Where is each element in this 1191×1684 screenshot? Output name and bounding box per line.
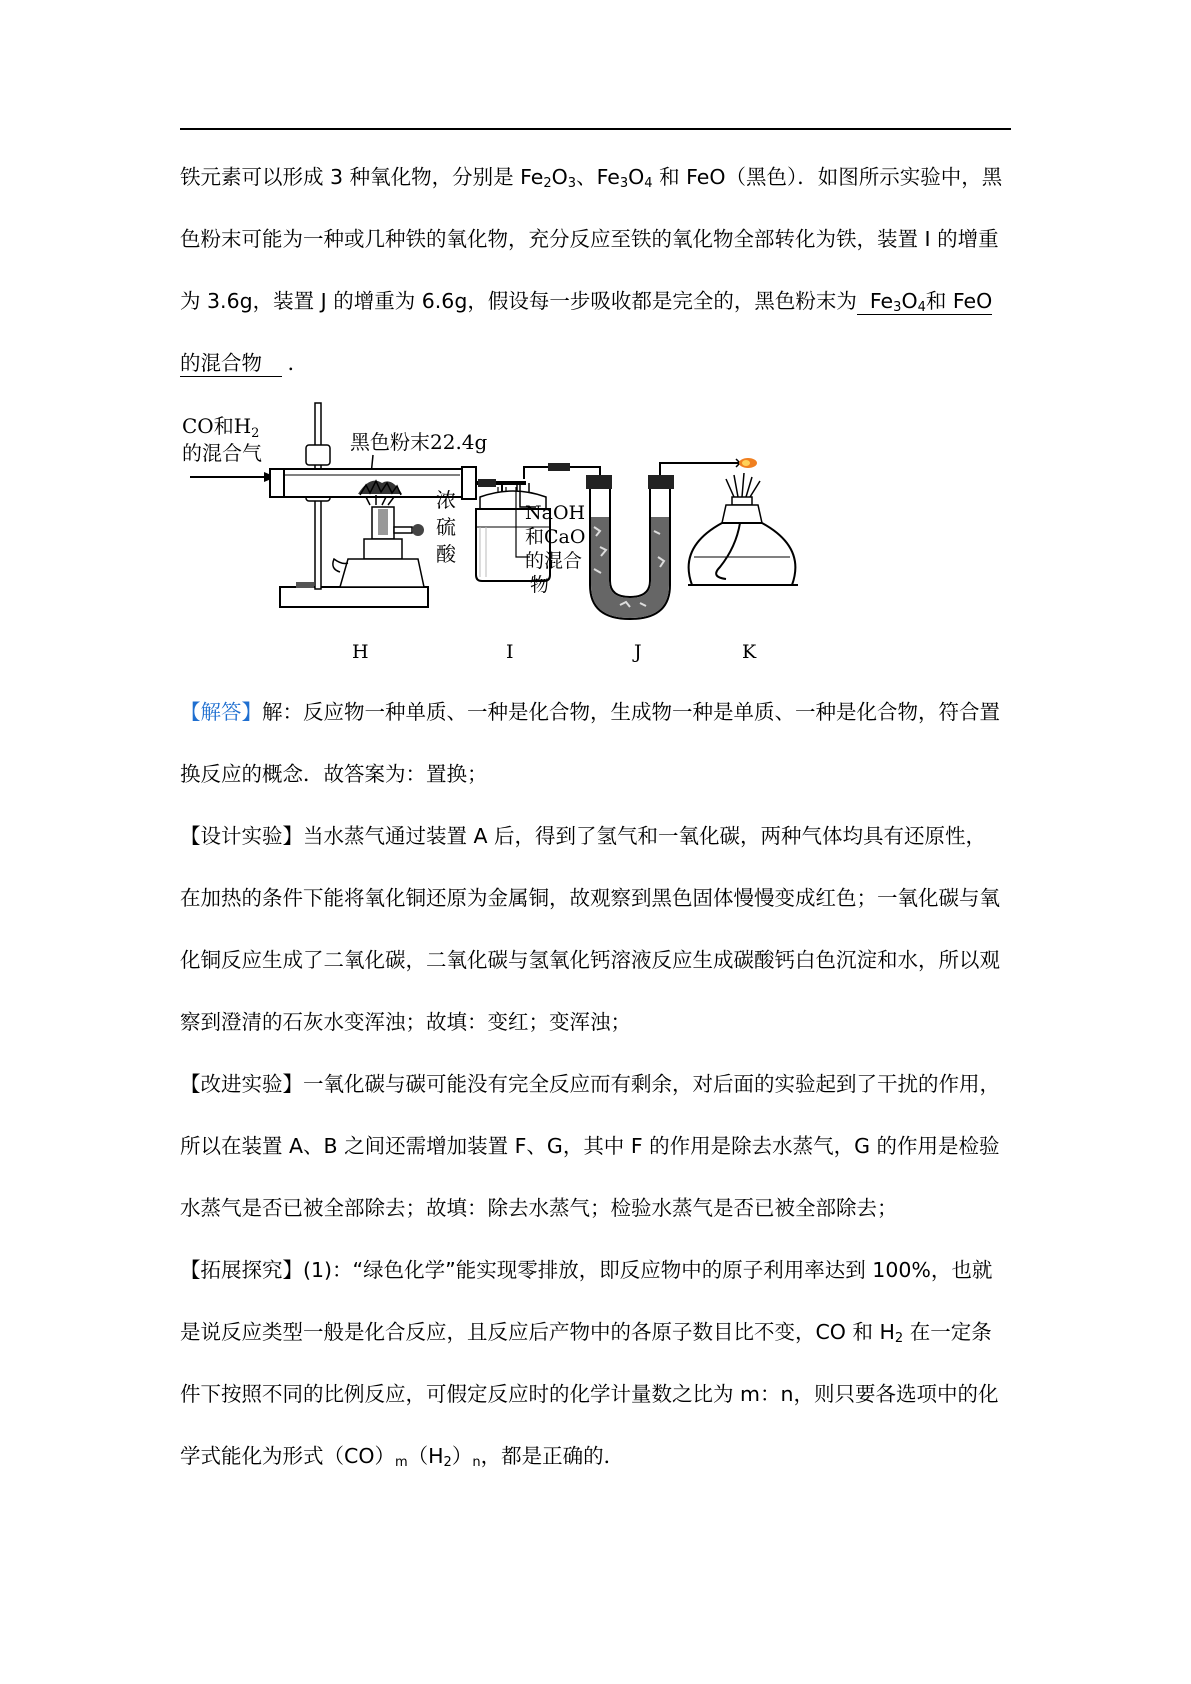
subscript: 2	[443, 1455, 452, 1470]
apparatus-diagram	[180, 397, 820, 679]
label-j: J	[634, 641, 642, 663]
text: 学式能化为形式（CO）	[180, 1444, 395, 1468]
text: O	[901, 289, 918, 313]
subscript: 4	[644, 176, 653, 191]
apparatus-j	[586, 475, 674, 619]
powder-label: 黑色粉末22.4g	[350, 430, 488, 454]
answer-line-12: 件下按照不同的比例反应，可假定反应时的化学计量数之比为 m：n，则只要各选项中的化	[180, 1382, 999, 1406]
text: ，都是正确的．	[480, 1444, 625, 1468]
label-i: I	[506, 641, 514, 663]
subscript: 4	[917, 300, 926, 315]
text: 是说反应类型一般是化合反应，且反应后产物中的各原子数目比不变，CO 和 H	[180, 1320, 895, 1344]
answer-line-13	[180, 1425, 1020, 1487]
label-k: K	[742, 641, 757, 663]
filled-answer	[857, 289, 992, 315]
subscript: 2	[543, 176, 552, 191]
text: Fe	[856, 289, 894, 313]
text: ．	[287, 351, 309, 375]
answer-line-1	[180, 681, 1020, 743]
text: 铁元素可以形成 3 种氧化物，分别是 Fe	[180, 165, 544, 189]
answer-line-7: 【改进实验】一氧化碳与碳可能没有完全反应而有剩余，对后面的实验起到了干扰的作用，	[180, 1072, 1000, 1096]
text: O	[551, 165, 568, 189]
naoh-label-3: 的混合	[525, 550, 583, 572]
text: 解：反应物一种单质、一种是化合物，生成物一种是单质、一种是化合物，符合置	[262, 700, 1000, 724]
gas-label-2: 的混合气	[182, 441, 262, 465]
answer-line-4: 在加热的条件下能将氧化铜还原为金属铜，故观察到黑色固体慢慢变成红色；一氧化碳与氧	[180, 886, 1000, 910]
question-paragraph	[180, 146, 1020, 394]
answer-line-5: 化铜反应生成了二氧化碳，二氧化碳与氢氧化钙溶液反应生成碳酸钙白色沉淀和水，所以观	[180, 948, 1000, 972]
answer-line-6: 察到澄清的石灰水变浑浊；故填：变红；变浑浊；	[180, 1010, 631, 1034]
text: 和 FeO	[925, 289, 993, 313]
question-line-2: 色粉末可能为一种或几种铁的氧化物，充分反应至铁的氧化物全部转化为铁，装置 I 的增重	[180, 227, 999, 251]
naoh-label-1: NaOH	[525, 502, 586, 524]
subscript: 3	[567, 176, 577, 191]
text: 、Fe	[576, 165, 620, 189]
answer-line-2: 换反应的概念．故答案为：置换；	[180, 762, 488, 786]
text: 为 3.6g，装置 J 的增重为 6.6g，假设每一步吸收都是完全的，黑色粉末为	[180, 289, 857, 313]
answer-section	[180, 681, 1020, 1487]
header-rule	[180, 128, 1011, 130]
answer-line-9: 水蒸气是否已被全部除去；故填：除去水蒸气；检验水蒸气是否已被全部除去；	[180, 1196, 898, 1220]
apparatus-figure	[180, 397, 820, 679]
question-line-4	[180, 332, 1020, 394]
subscript: 3	[893, 300, 902, 315]
answer-line-8: 所以在装置 A、B 之间还需增加装置 F、G，其中 F 的作用是除去水蒸气，G 的作用是检验	[180, 1134, 1000, 1158]
text: （H	[407, 1444, 444, 1468]
subscript: n	[472, 1455, 481, 1470]
text: O	[628, 165, 645, 189]
text: 和 FeO（黑色）．如图所示实验中，黑	[652, 165, 1003, 189]
answer-tag: 【解答】	[180, 700, 262, 724]
gas-label: CO和$H_2$	[182, 414, 260, 441]
acid-label-3: 酸	[436, 542, 456, 566]
subscript: 2	[894, 1331, 904, 1346]
subscript: m	[394, 1455, 408, 1470]
subscript: 3	[619, 176, 629, 191]
label-h: H	[352, 641, 369, 663]
naoh-label-4: 物	[530, 574, 550, 596]
answer-line-10: 【拓展探究】(1)：“绿色化学”能实现零排放，即反应物中的原子利用率达到 100%，也就	[180, 1258, 993, 1282]
naoh-label-2: 和CaO	[525, 526, 586, 548]
acid-label-1: 浓	[436, 488, 456, 512]
question-line-3	[180, 270, 1020, 332]
filled-answer-cont: 的混合物	[180, 351, 282, 375]
answer-line-3: 【设计实验】当水蒸气通过装置 A 后，得到了氢气和一氧化碳，两种气体均具有还原性，	[180, 824, 987, 848]
text: 在一定条	[903, 1320, 992, 1344]
acid-label-2: 硫	[436, 515, 456, 539]
text: ）	[451, 1444, 473, 1468]
question-line-1	[180, 146, 1020, 208]
answer-line-11	[180, 1301, 1020, 1363]
apparatus-k	[688, 473, 798, 585]
